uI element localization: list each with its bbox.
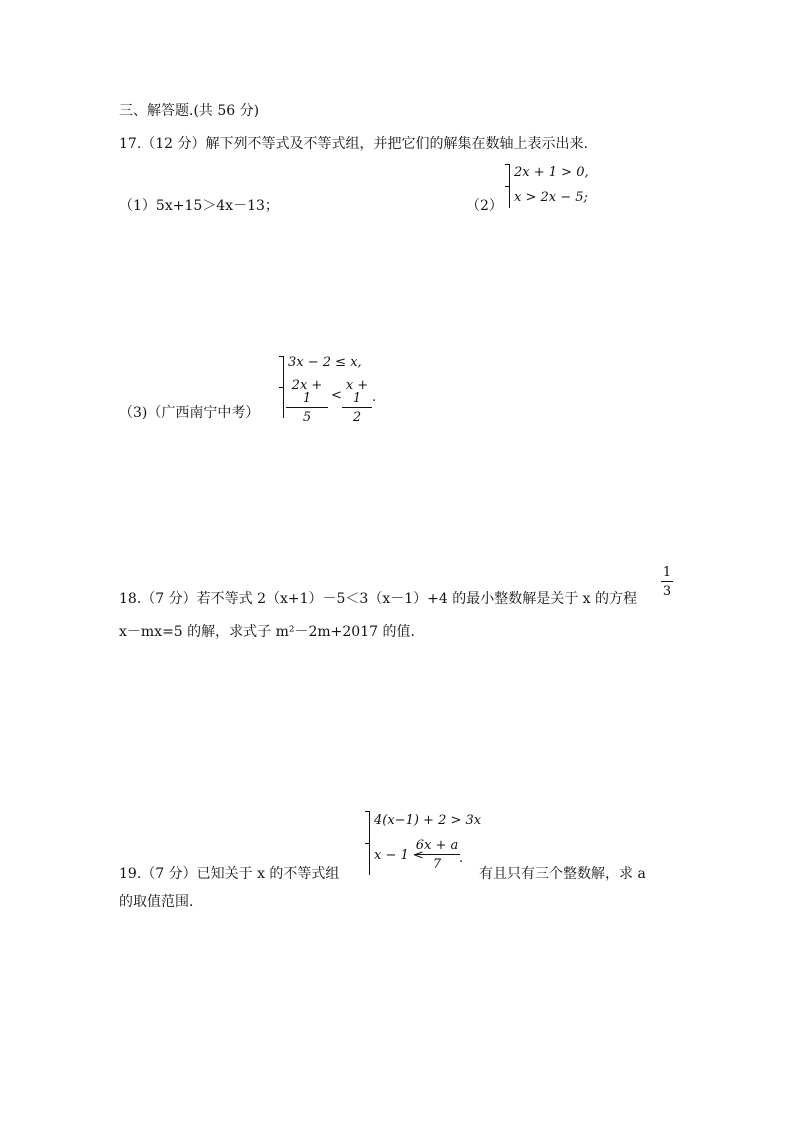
q17-part3-frac2-num: x + 1: [342, 379, 372, 408]
q19-fraction: [414, 839, 460, 871]
q18-frac-num: 1: [662, 565, 672, 580]
q17-part1-label: （1）: [119, 198, 156, 214]
q17-part2-line2: x > 2x − 5;: [514, 190, 588, 205]
q17-part3-fraction2: [342, 379, 372, 424]
q17-part3-label: （3)（广西南宁中考）: [119, 405, 260, 421]
q19-frac-num: 6x + a: [415, 838, 459, 853]
q18-line1: 18.（7 分）若不等式 2（x+1）－5＜3（x－1）+4 的最小整数解是关于 x 的方程: [119, 591, 638, 607]
q17-prompt: 17.（12 分）解下列不等式及不等式组，并把它们的解集在数轴上表示出来.: [119, 136, 588, 152]
section-title: 三、解答题.(共 56 分): [119, 103, 260, 119]
q17-part2-label: （2）: [466, 198, 503, 214]
q17-part2-line1: 2x + 1 > 0,: [514, 165, 589, 180]
q19-suffix: 有且只有三个整数解，求 a: [479, 866, 646, 882]
q17-part3-line1: 3x − 2 ≤ x,: [288, 355, 362, 370]
q17-part1-math: 5x+15＞4x－13；: [155, 198, 279, 214]
q18-line2: x－mx=5 的解，求式子 m²－2m+2017 的值.: [119, 624, 415, 640]
q19-frac-den: 7: [432, 857, 442, 872]
q17-part3-frac1-den: 5: [302, 410, 312, 425]
q17-part2-brace: [509, 164, 510, 208]
q17-part3-frac1-num: 2x + 1: [286, 379, 328, 408]
q19-line1: 4(x−1) + 2 > 3x: [374, 813, 482, 828]
q17-part3-end: .: [372, 390, 377, 405]
q17-part3-frac2-den: 2: [352, 410, 362, 425]
q17-part3-fraction1: [286, 379, 328, 424]
q17-part1: [119, 199, 279, 213]
q17-part3-lt: <: [331, 388, 342, 403]
q19-line2: 的取值范围.: [119, 894, 194, 910]
q19-end: .: [459, 851, 464, 866]
q17-part3-brace: [283, 356, 284, 418]
q19-brace: [369, 811, 370, 875]
q18-fraction: [661, 566, 673, 598]
q18-frac-den: 3: [662, 584, 672, 599]
q19-prefix: 19.（7 分）已知关于 x 的不等式组: [119, 866, 340, 882]
q19-line2-left: x − 1 <: [374, 848, 424, 863]
